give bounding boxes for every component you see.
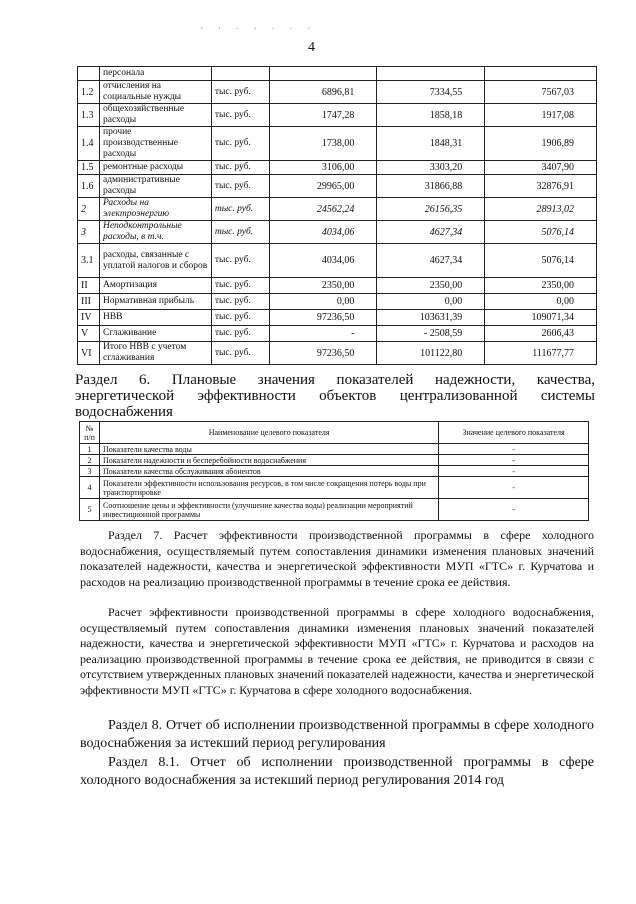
finance-row [78,104,597,127]
section-7-paragraph-1: Раздел 7. Расчет эффективности производственной программы в сфере холодного водоснабжения, осуществляемый путем сопоставления динамики изменения плановых значений показателей надежности, качества и энергетической эффективности МУП «ГТС» г. Курчатова и расходов на реализацию производственной программы в течение срока ее действия. [80,528,594,589]
section-6-line-3: водоснабжения [75,404,173,420]
row-value-2: 103631,39 [377,310,485,326]
row-unit: тыс. руб. [211,278,269,294]
target-value: - [439,444,589,455]
target-name: Показатели эффективности использования ресурсов, в том числе сокращения потерь воды при транспортировке [99,477,438,499]
row-unit: тыс. руб. [211,221,269,244]
target-row [80,499,589,521]
target-num: 5 [80,499,100,521]
row-value-2: 3303,20 [377,161,485,175]
target-row [80,477,589,499]
section-6-line-1: Раздел 6. Плановые значения показателей надежности, качества, [75,372,595,388]
targets-table [79,421,589,521]
finance-row [78,278,597,294]
row-value-3: 0,00 [485,294,597,310]
row-name: Сглаживание [99,326,211,342]
target-value: - [439,455,589,466]
row-index: III [78,294,100,310]
row-name: Итого НВВ с учетом сглаживания [99,342,211,365]
row-index [78,67,100,81]
row-value-1: 0,00 [269,294,377,310]
row-name: Расходы на электроэнергию [99,198,211,221]
row-unit: тыс. руб. [211,294,269,310]
row-index: 1.5 [78,161,100,175]
row-unit: тыс. руб. [211,326,269,342]
row-unit: тыс. руб. [211,198,269,221]
row-value-2: - 2508,59 [377,326,485,342]
row-value-2: 1858,18 [377,104,485,127]
row-index: 1.3 [78,104,100,127]
row-value-2: 101122,80 [377,342,485,365]
row-index: 2 [78,198,100,221]
finance-row [78,342,597,365]
row-name: Нормативная прибыль [99,294,211,310]
row-name: отчисления на социальные нужды [99,81,211,104]
row-name: общехозяйственные расходы [99,104,211,127]
finance-row [78,310,597,326]
row-value-1: - [269,326,377,342]
row-value-1: 97236,50 [269,342,377,365]
row-unit: тыс. руб. [211,127,269,161]
finance-row [78,127,597,161]
row-index: IV [78,310,100,326]
row-unit: тыс. руб. [211,342,269,365]
section-8-title: Раздел 8. Отчет об исполнении производственной программы в сфере холодного водоснабжения за истекший период регулирования [80,718,594,751]
row-value-2: 7334,55 [377,81,485,104]
row-name: Неподконтрольные расходы, в т.ч. [99,221,211,244]
finance-row [78,67,597,81]
row-index: 1.4 [78,127,100,161]
row-index: 3 [78,221,100,244]
row-value-3: 3407,90 [485,161,597,175]
row-value-3: 7567,03 [485,81,597,104]
row-index: 1.6 [78,175,100,198]
row-value-1: 24562,24 [269,198,377,221]
finance-row [78,198,597,221]
row-value-3: 2606,43 [485,326,597,342]
target-num: 2 [80,455,100,466]
row-name: Амортизация [99,278,211,294]
section-6-title [75,372,595,420]
finance-row [78,244,597,278]
row-name: персонала [99,67,211,81]
row-value-1 [269,67,377,81]
scan-artifact: · · · · · · · [200,24,317,35]
row-unit: тыс. руб. [211,81,269,104]
row-index: II [78,278,100,294]
row-value-1: 97236,50 [269,310,377,326]
target-row [80,466,589,477]
target-name: Показатели качества воды [99,444,438,455]
header-num: № п/п [80,422,100,444]
row-value-3: 111677,77 [485,342,597,365]
header-value: Значение целевого показателя [439,422,589,444]
row-name: прочие производственные расходы [99,127,211,161]
target-name: Соотношение цены и эффективности (улучшение качества воды) реализации мероприятий инвестиционной программы [99,499,438,521]
section-8-1-title: Раздел 8.1. Отчет об исполнении производственной программы в сфере холодного водоснабжения за истекший период регулирования 2014 год [80,755,594,788]
row-unit: тыс. руб. [211,161,269,175]
row-value-1: 2350,00 [269,278,377,294]
row-unit [211,67,269,81]
row-value-1: 6896,81 [269,81,377,104]
target-num: 3 [80,466,100,477]
row-value-2: 4627,34 [377,221,485,244]
row-index: VI [78,342,100,365]
target-value: - [439,499,589,521]
row-unit: тыс. руб. [211,244,269,278]
row-value-3: 5076,14 [485,221,597,244]
finance-table [77,66,597,365]
target-value: - [439,477,589,499]
row-value-2: 1848,31 [377,127,485,161]
row-index: V [78,326,100,342]
page-number: 4 [308,40,315,55]
row-value-3: 32876,91 [485,175,597,198]
row-value-3: 109071,34 [485,310,597,326]
row-value-3: 2350,00 [485,278,597,294]
section-6-line-2: энергетической эффективности объектов централизованной системы [75,388,595,404]
target-row [80,444,589,455]
row-value-1: 29965,00 [269,175,377,198]
row-value-3: 28913,02 [485,198,597,221]
section-7-paragraph-2: Расчет эффективности производственной программы в сфере холодного водоснабжения, осуществляемый путем сопоставления динамики изменения плановых значений показателей надежности, качества и энергетической эффективности МУП «ГТС» г. Курчатова и расходов на реализацию производственной программы в течение срока ее действия, не приводится в связи с отсутствием утвержденных плановых значений показателей надежности, качества и энергетической эффективности МУП «ГТС» г. Курчатова в сфере холодного водоснабжения. [80,605,594,697]
row-value-2 [377,67,485,81]
row-name: ремонтные расходы [99,161,211,175]
row-value-1: 4034,06 [269,221,377,244]
finance-row [78,161,597,175]
row-value-2: 0,00 [377,294,485,310]
row-name: административные расходы [99,175,211,198]
row-value-1: 4034,06 [269,244,377,278]
row-unit: тыс. руб. [211,310,269,326]
target-num: 1 [80,444,100,455]
row-name: расходы, связанные с уплатой налогов и сборов [99,244,211,278]
target-num: 4 [80,477,100,499]
target-row [80,455,589,466]
target-name: Показатели качества обслуживания абонентов [99,466,438,477]
row-unit: тыс. руб. [211,104,269,127]
row-name: НВВ [99,310,211,326]
row-value-2: 26156,35 [377,198,485,221]
row-unit: тыс. руб. [211,175,269,198]
row-value-2: 4627,34 [377,244,485,278]
row-value-3: 1906,89 [485,127,597,161]
finance-row [78,294,597,310]
header-name: Наименование целевого показателя [99,422,438,444]
row-value-1: 1738,00 [269,127,377,161]
row-value-1: 3106,00 [269,161,377,175]
row-value-2: 2350,00 [377,278,485,294]
row-value-1: 1747,28 [269,104,377,127]
finance-row [78,175,597,198]
finance-row [78,221,597,244]
row-value-3: 1917,08 [485,104,597,127]
row-index: 3.1 [78,244,100,278]
finance-row [78,326,597,342]
row-value-3: 5076,14 [485,244,597,278]
row-value-3 [485,67,597,81]
target-value: - [439,466,589,477]
row-index: 1.2 [78,81,100,104]
target-name: Показатели надежности и бесперебойности водоснабжения [99,455,438,466]
finance-row [78,81,597,104]
row-value-2: 31866,88 [377,175,485,198]
